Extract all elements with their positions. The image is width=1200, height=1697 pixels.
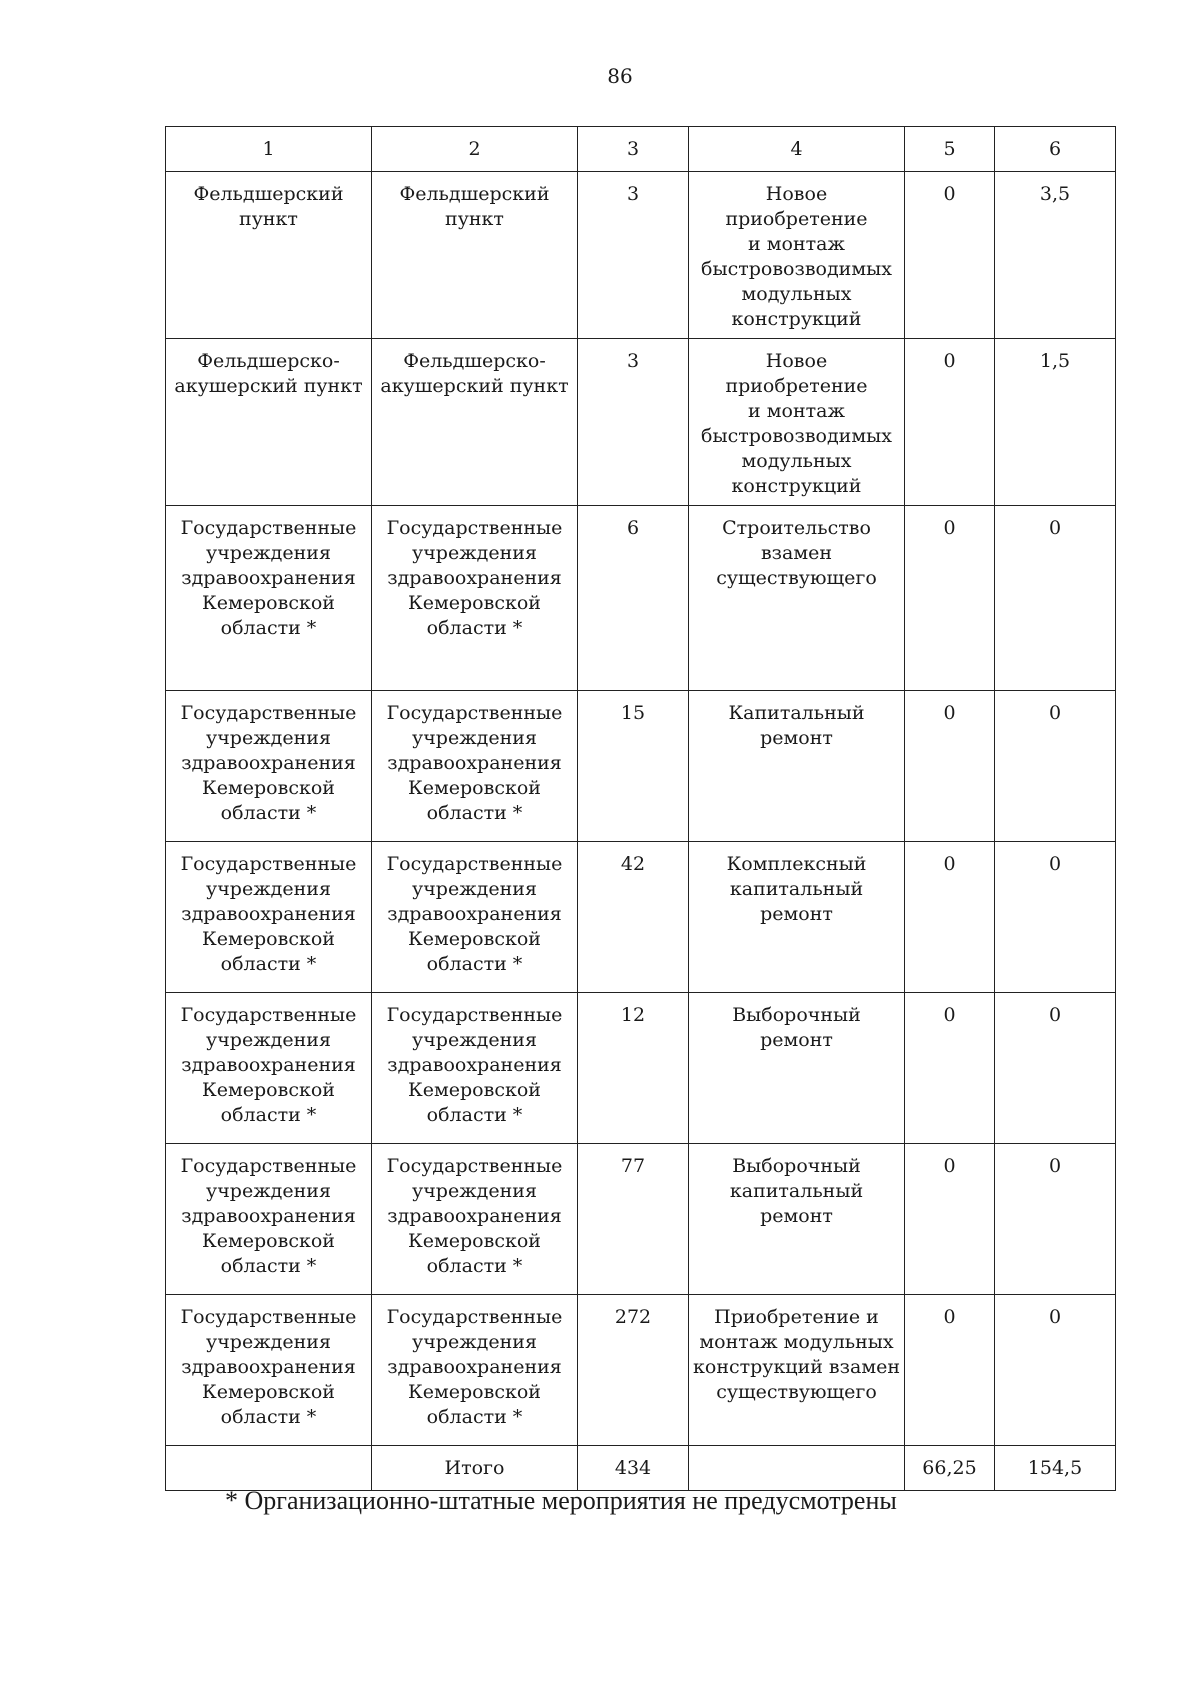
- table-header-row: [166, 127, 1116, 172]
- total-label: Итого: [372, 1446, 578, 1491]
- data-table: [165, 126, 1116, 1491]
- table-cell: Государственные учреждения здравоохранения Кемеровской области *: [372, 691, 578, 842]
- table-cell: Государственные учреждения здравоохранения Кемеровской области *: [166, 1144, 372, 1295]
- total-cell: [166, 1446, 372, 1491]
- table-cell: Комплексный капитальный ремонт: [689, 842, 905, 993]
- table-row: [166, 993, 1116, 1144]
- table-row: [166, 506, 1116, 691]
- table-cell: 0: [995, 1144, 1116, 1295]
- table-cell: 12: [578, 993, 689, 1144]
- table-cell: Выборочный ремонт: [689, 993, 905, 1144]
- table-cell: Государственные учреждения здравоохранения Кемеровской области *: [166, 842, 372, 993]
- table-cell: 1,5: [995, 339, 1116, 506]
- page-number: 86: [607, 64, 633, 88]
- table-cell: Новое приобретение и монтаж быстровозводимых модульных конструкций: [689, 172, 905, 339]
- total-cell: [689, 1446, 905, 1491]
- total-cell: 434: [578, 1446, 689, 1491]
- table-cell: 0: [995, 842, 1116, 993]
- table-cell: Государственные учреждения здравоохранения Кемеровской области *: [372, 506, 578, 691]
- table-cell: 6: [578, 506, 689, 691]
- table-cell: 77: [578, 1144, 689, 1295]
- table-cell: 0: [905, 993, 995, 1144]
- table-row: [166, 172, 1116, 339]
- table-cell: Фельдшерско- акушерский пункт: [166, 339, 372, 506]
- table-cell: 0: [995, 506, 1116, 691]
- table-row: [166, 842, 1116, 993]
- table-cell: Фельдшерско- акушерский пункт: [372, 339, 578, 506]
- total-cell: 154,5: [995, 1446, 1116, 1491]
- table-cell: Фельдшерский пункт: [372, 172, 578, 339]
- table-cell: Государственные учреждения здравоохранения Кемеровской области *: [372, 993, 578, 1144]
- table-cell: 0: [995, 993, 1116, 1144]
- table-cell: 0: [905, 1144, 995, 1295]
- table-cell: Государственные учреждения здравоохранения Кемеровской области *: [166, 506, 372, 691]
- table-cell: Государственные учреждения здравоохранения Кемеровской области *: [166, 1295, 372, 1446]
- header-cell: 4: [689, 127, 905, 172]
- table-cell: Строительство взамен существующего: [689, 506, 905, 691]
- table-cell: 0: [905, 1295, 995, 1446]
- table-cell: Фельдшерский пункт: [166, 172, 372, 339]
- table-cell: Приобретение и монтаж модульных конструкций взамен существующего: [689, 1295, 905, 1446]
- header-cell: 3: [578, 127, 689, 172]
- table-cell: 0: [905, 842, 995, 993]
- header-cell: 6: [995, 127, 1116, 172]
- table-row: [166, 339, 1116, 506]
- table-cell: Государственные учреждения здравоохранения Кемеровской области *: [372, 1295, 578, 1446]
- table-cell: Новое приобретение и монтаж быстровозводимых модульных конструкций: [689, 339, 905, 506]
- table-row: [166, 1295, 1116, 1446]
- table-cell: 272: [578, 1295, 689, 1446]
- table-cell: 3,5: [995, 172, 1116, 339]
- table-cell: Государственные учреждения здравоохранения Кемеровской области *: [372, 842, 578, 993]
- table-cell: 3: [578, 172, 689, 339]
- header-cell: 1: [166, 127, 372, 172]
- table-row: [166, 1144, 1116, 1295]
- table-cell: Государственные учреждения здравоохранения Кемеровской области *: [372, 1144, 578, 1295]
- table-cell: 0: [905, 339, 995, 506]
- table-total-row: [166, 1446, 1116, 1491]
- table-row: [166, 691, 1116, 842]
- header-cell: 5: [905, 127, 995, 172]
- total-cell: 66,25: [905, 1446, 995, 1491]
- table-cell: 0: [905, 691, 995, 842]
- table-cell: 0: [905, 506, 995, 691]
- table-cell: 0: [905, 172, 995, 339]
- footnote: * Организационно-штатные мероприятия не предусмотрены: [225, 1486, 897, 1515]
- table-cell: Государственные учреждения здравоохранения Кемеровской области *: [166, 993, 372, 1144]
- table-cell: 0: [995, 691, 1116, 842]
- table-cell: 3: [578, 339, 689, 506]
- table-cell: Выборочный капитальный ремонт: [689, 1144, 905, 1295]
- header-cell: 2: [372, 127, 578, 172]
- table-cell: 0: [995, 1295, 1116, 1446]
- table-cell: 42: [578, 842, 689, 993]
- table-cell: Капитальный ремонт: [689, 691, 905, 842]
- table-cell: Государственные учреждения здравоохранения Кемеровской области *: [166, 691, 372, 842]
- table-cell: 15: [578, 691, 689, 842]
